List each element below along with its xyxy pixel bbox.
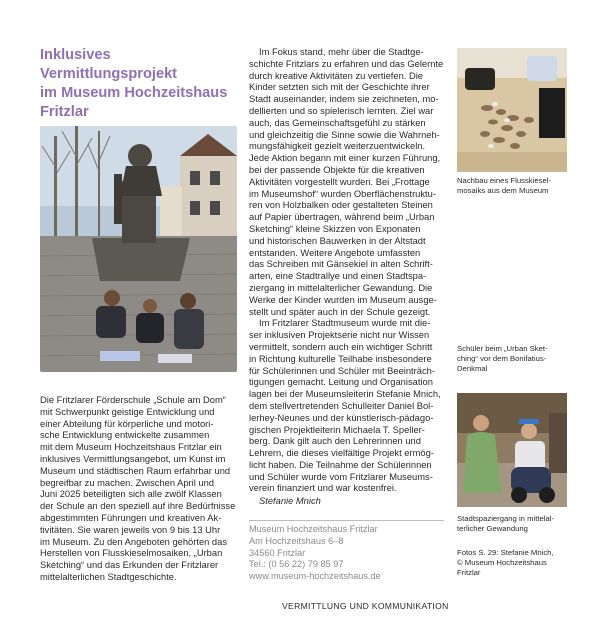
- article-title: Inklusives Vermittlungsprojekt im Museum Hochzeitshaus Fritzlar: [40, 47, 228, 120]
- contact-name: Museum Hochzeitshaus Fritzlar: [249, 524, 378, 534]
- caption-walk: Stadtspaziergang in mittelal- terlicher Gewandung: [457, 514, 554, 533]
- contact-block: [249, 524, 449, 583]
- contact-divider: [249, 520, 444, 521]
- paragraph-1: Im Fokus stand, mehr über die Stadtge- schichte Fritzlars zu erfahren und das Gelernte durch kreative Aktivitäten zu vertiefen. Die Kinder setzten sich mit der Geschichte ihrer Stadt auseinander, indem sie zeichneten, mo- dellierten und so spielerisch lernten. Ziel war auch, das Gemeinschaftsgefühl zu stärken und gleichzeitig die Sinne sowie die Wahrneh- mungsfähigkeit gezielt weiterzuentwickeln. Jede Aktion begann mit einer kurzen Führung, bei der passende Objekte für die kreativen Aktivitäten vorgestellt wurden. Bei „Frottage im Museumshof“ wurden Oberflächenstruktu- ren von Holzbalken oder gestalteten Steinen auf Papier übertragen, während beim „Urban Sketching“ kleine Skizzen von Exponaten und historischen Bauwerken in der Altstadt entstanden. Weitere Angebote umfassten das Schreiben mit Gänsekiel in alten Schrift- arten, eine Stadtrallye und einen Stadtspa- ziergang in mittelalterlicher Gewandung. Die Werke der Kinder wurden im Museum ausge- stellt und später auch in der Schule gezeigt.: [249, 47, 444, 317]
- photo-urban-sketching: [40, 126, 237, 372]
- author: Stefanie Mnich: [259, 496, 321, 507]
- section-footer: VERMITTLUNG UND KOMMUNIKATION: [282, 601, 449, 611]
- photo-credits: Fotos S. 29: Stefanie Mnich, © Museum Hochzeitshaus Fritzlar: [457, 548, 554, 577]
- contact-street: Am Hochzeitshaus 6–8: [249, 535, 344, 546]
- middle-column-text: [249, 47, 449, 508]
- contact-city: 34560 Fritzlar: [249, 547, 306, 558]
- photo-medieval-walk: [457, 393, 567, 507]
- photo-mosaic: [457, 48, 567, 172]
- caption-sketching: Schüler beim „Urban Sket- ching“ vor dem Bonifatius- Denkmal: [457, 344, 548, 373]
- left-column-text: Die Fritzlarer Förderschule „Schule am Dom“ mit Schwerpunkt geistige Entwicklung und einer Abteilung für körperliche und motori- sche Entwicklung entwickelte zusammen mit dem Museum Hochzeitshaus Fritzlar ein inklusives Vermittlungsangebot, um Kunst im Museum und städtischen Raum erfahrbar und begreifbar zu machen. Zwischen April und Juni 2025 beteiligten sich alle zwölf Klassen der Schule an den speziell auf ihre Bedürfnisse abgestimmten Führungen und kreativen Ak- tivitäten. Sie waren jeweils von 9 bis 13 Uhr im Museum. Zu den Angeboten gehörten das Herstellen von Flusskieselmosaiken, „Urban Sketching“ und das Erkunden der Fritzlarer mittelalterlichen Stadtgeschichte.: [40, 395, 236, 582]
- paragraph-2: Im Fritzlarer Stadtmuseum wurde mit die- ser inklusiven Projektserie nicht nur Wissen vermittelt, sondern auch ein wichtiger Schritt in Richtung kulturelle Teilhabe insbesondere für Schülerinnen und Schüler mit Beeinträch- tigungen gemacht. Leitung und Organisation lagen bei der Museumsleiterin Stefanie Mnich, dem stellvertretenden Schulleiter Daniel Bol- lerhey-Neunes und der künstlerisch-pädago- gischen Projektleiterin Michaela T. Speller- berg. Dank gilt auch den Lehrerinnen und Lehrern, die dieses vielfältige Projekt ermög- licht haben. Die Teilnahme der Schülerinnen und Schüler wurde vom Fritzlarer Museums- verein finanziert und war kostenfrei.: [249, 318, 441, 494]
- contact-web[interactable]: www.museum-hochzeitshaus.de: [249, 571, 381, 582]
- caption-mosaic: Nachbau eines Flusskiesel- mosaiks aus dem Museum: [457, 176, 552, 195]
- contact-phone: Tel.: (0 56 22) 79 85 97: [249, 559, 344, 570]
